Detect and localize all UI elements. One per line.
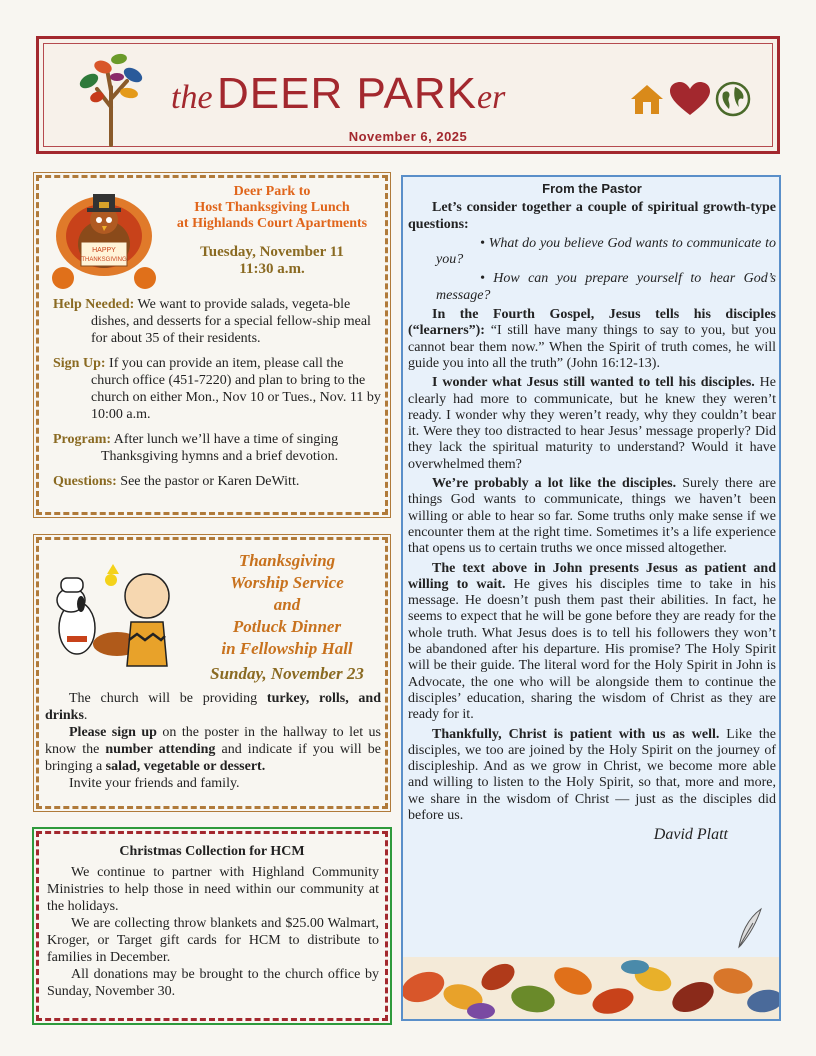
worship-heading-line4: Potluck Dinner (232, 617, 342, 636)
lunch-time-line: 11:30 a.m. (239, 261, 305, 277)
heart-icon (669, 81, 711, 117)
worship-heading-line3: and (273, 595, 301, 614)
thanksgiving-lunch-box (36, 175, 388, 515)
worship-heading (189, 550, 385, 660)
pastor-p4-text: Surely there are things God wants to communicate, things we haven’t been willing or able to hear so far. Some truths only make sense if we encounter them at the right time. Sometimes it’s a life experience that opens us to certain truths we once missed altogether. (408, 476, 777, 557)
lunch-date (157, 244, 387, 278)
lunch-details (45, 296, 381, 498)
pastor-p6 (408, 727, 776, 825)
pastor-p1 (408, 200, 776, 233)
pastor-p2-text: “I still have many things to say to you, but you cannot bear them now.” When the Spirit of truth comes, he will guide you into all the truth” (John 16:12-13). (408, 323, 776, 371)
worship-details (45, 690, 381, 792)
pastor-p4 (408, 476, 776, 557)
newsletter-title (171, 69, 505, 119)
lunch-heading-line1: Deer Park to (233, 184, 311, 199)
worship-p2-e: salad, vegetable or dessert. (105, 759, 266, 774)
worship-p2-a: Please sign up (69, 725, 157, 740)
masthead (36, 36, 780, 154)
pastor-q1: What do you believe God wants to communicate to you? (436, 235, 776, 268)
turkey-icon (49, 184, 159, 290)
worship-heading-line1: Thanksgiving (238, 551, 336, 570)
pastor-p4-bold: We’re probably a lot like the disciples. (432, 476, 677, 492)
pastor-body (408, 181, 776, 844)
title-main: DEER PARK (217, 69, 478, 118)
home-icon (629, 82, 665, 116)
lunch-heading-line3: at Highlands Court Apartments (176, 216, 368, 231)
worship-p1-c: . (83, 708, 88, 723)
pastor-heading: From the Pastor (542, 181, 642, 196)
pastor-question-2: • How can you prepare yourself to hear God’s message? (436, 271, 776, 303)
pastor-p5-text: He gives his disciples time to take in his message. He doesn’t push them past their abilities. In fact, he seems to expect that he will be gone before they are ready for the whole truth. What Jesus does is to tell his followers they won’t be abandoned after his departure. His promise? The Holy Spirit will be their guide. The literal word for the Holy Spirit in John is Advocate, the one who will be alongside them to continue the disciples’ education, sharing the wisdom of Christ as they are ready for it. (408, 576, 776, 723)
pastor-signature: David Platt (653, 826, 728, 844)
worship-heading-line2: Worship Service (230, 573, 344, 592)
pastor-q2: How can you prepare yourself to hear God’s message? (436, 271, 776, 303)
title-er: er (477, 79, 506, 116)
worship-p1-a: The church will be providing (69, 691, 267, 706)
worship-p2-b: on the poster in the hallway to let us know the (45, 725, 382, 757)
globe-icon (715, 81, 751, 117)
quill-icon (733, 907, 765, 949)
snoopy-charlie-brown-icon (47, 562, 179, 674)
questions-label: Questions: (53, 474, 117, 489)
help-needed-label: Help Needed: (53, 297, 135, 312)
christmas-p1: We continue to partner with Highland Community Ministries to help those in need within our community at the holidays. (47, 865, 379, 914)
help-needed-item (45, 296, 381, 347)
pastor-p3-bold: I wonder what Jesus still wanted to tell his disciples. (432, 375, 755, 391)
christmas-heading: Christmas Collection for HCM (119, 844, 305, 859)
worship-p2 (45, 724, 381, 775)
badge-thanksgiving: THANKSGIVING (81, 257, 127, 263)
title-the: the (171, 79, 213, 116)
christmas-collection-box (36, 831, 388, 1021)
questions-text: See the pastor or Karen DeWitt. (120, 474, 300, 489)
program-item (45, 431, 381, 465)
pastor-column (401, 175, 781, 1021)
worship-p2-d: and indicate if you will be bringing a (45, 742, 381, 774)
pastor-p6-bold: Thankfully, Christ is patient with us as well. (432, 726, 720, 742)
pastor-p6-text: Like the disciples, we too are joined by the Holy Spirit on the journey of discipleship. And as we grow in Christ, we become more able and willing to listen to the Holy Spirit, so that, more and more, we share in the wisdom of Christ — just as the disciples did before us. (408, 726, 776, 823)
christmas-p2: We are collecting throw blankets and $25.00 Walmart, Kroger, or Target gift cards for HCM to distribute to families in December. (47, 916, 379, 965)
worship-p2-c: number attending (105, 742, 216, 757)
worship-p1 (45, 690, 381, 724)
autumn-leaves-border (403, 957, 779, 1019)
help-needed-text: We want to provide salads, vegeta-ble dishes, and desserts for a special fellow-ship meal for about 35 of their residents. (91, 297, 371, 346)
worship-dinner-box (36, 537, 388, 809)
pastor-p5-bold: The text above in John presents Jesus as patient and willing to wait. (408, 560, 776, 592)
sign-up-text: If you can provide an item, please call the church office (451-7220) and plan to bring to the church on either Mon., Nov 10 or Tues., Nov. 11 by 10:00 a.m. (91, 356, 381, 422)
program-label: Program: (53, 432, 112, 447)
worship-heading-line5: in Fellowship Hall (221, 639, 353, 658)
pastor-p2 (408, 307, 776, 372)
masthead-icons (629, 81, 751, 117)
program-text: After lunch we’ll have a time of singing Thanksgiving hymns and a brief devotion. (101, 432, 339, 464)
christmas-p3: All donations may be brought to the church office by Sunday, November 30. (47, 967, 379, 999)
pastor-p1-bold: Let’s consider together a couple of spiritual growth-type questions: (408, 200, 776, 232)
worship-p1-b: turkey, rolls, and drinks (45, 691, 381, 723)
pastor-p2-bold: In the Fourth Gospel, Jesus tells his disciples (“learners”): (408, 307, 776, 339)
sign-up-label: Sign Up: (53, 356, 106, 371)
pastor-p3-text: He clearly had more to communicate, but he knew they weren’t ready. I wonder why they weren’t ready, why they couldn’t bear it. Were they too distracted to hear Jesus’ message properly? Did they lack the spiritual maturity to understand? Would it have overwhelmed them? (408, 375, 776, 472)
questions-item (45, 473, 381, 490)
sign-up-item (45, 355, 381, 423)
badge-happy: HAPPY (92, 247, 116, 254)
worship-p3: Invite your friends and family. (69, 776, 240, 791)
lunch-date-line: Tuesday, November 11 (200, 244, 344, 260)
lunch-heading (157, 184, 387, 232)
issue-date: November 6, 2025 (348, 129, 468, 144)
pastor-p5 (408, 561, 776, 724)
lunch-heading-line2: Host Thanksgiving Lunch (194, 200, 350, 215)
worship-date: Sunday, November 23 (210, 664, 364, 683)
pastor-p3 (408, 375, 776, 473)
pastor-question-1: • What do you believe God wants to communicate to you? (436, 235, 776, 268)
christmas-details (47, 864, 379, 1000)
